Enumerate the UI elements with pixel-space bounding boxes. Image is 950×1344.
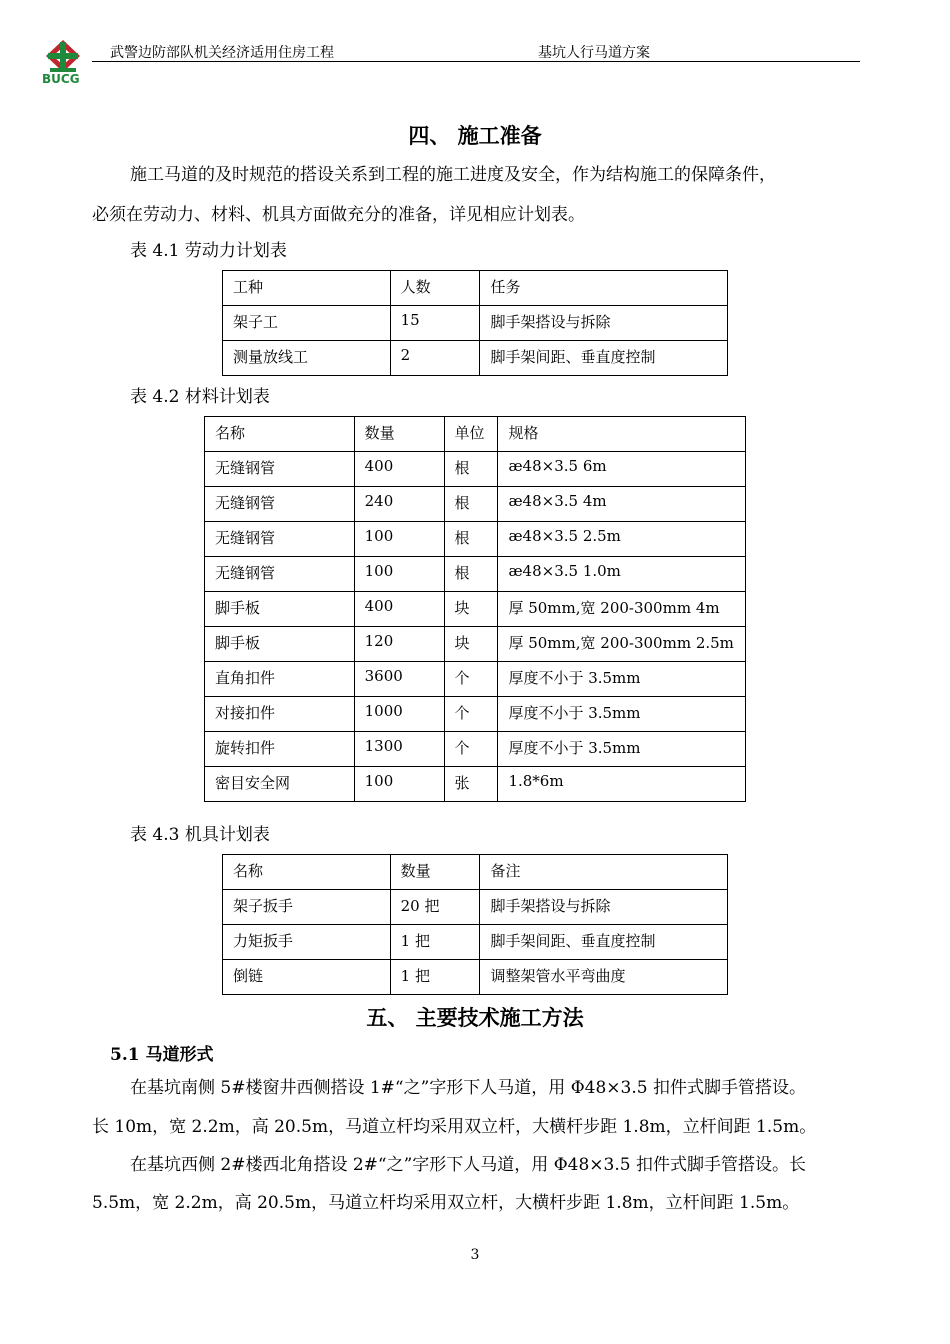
- table-cell: 个: [444, 662, 498, 697]
- table-cell: 个: [444, 697, 498, 732]
- table-cell: 1 把: [390, 960, 480, 995]
- table-cell: 倒链: [223, 960, 391, 995]
- table-row: [205, 767, 746, 802]
- equipment-plan-table: [222, 854, 728, 995]
- table-header-cell: 单位: [444, 417, 498, 452]
- table-header-cell: 任务: [480, 271, 728, 306]
- table-header-cell: 数量: [354, 417, 444, 452]
- table-row: [223, 925, 728, 960]
- table-cell: 直角扣件: [205, 662, 355, 697]
- table-row: [205, 487, 746, 522]
- table-row: [205, 627, 746, 662]
- table-header-cell: 规格: [498, 417, 746, 452]
- table-4-2-caption: 表 4.2 材料计划表: [130, 387, 270, 407]
- table-row: [205, 697, 746, 732]
- section-5-paragraph-2-line-1: 在基坑西侧 2#楼西北角搭设 2#“之”字形下人马道，用 Φ48×3.5 扣件式脚手管搭设。长: [130, 1155, 806, 1175]
- table-cell: 2: [390, 341, 480, 376]
- header-document-title: 基坑人行马道方案: [538, 45, 650, 61]
- table-cell: 100: [354, 767, 444, 802]
- table-cell: 根: [444, 522, 498, 557]
- table-cell: 旋转扣件: [205, 732, 355, 767]
- section-5-1-heading: 5.1 马道形式: [110, 1045, 214, 1065]
- table-cell: 根: [444, 452, 498, 487]
- table-cell: 240: [354, 487, 444, 522]
- page-number: 3: [470, 1247, 480, 1263]
- section-5-paragraph-2-line-2: 5.5m，宽 2.2m，高 20.5m，马道立杆均采用双立杆，大横杆步距 1.8m，立杆间距 1.5m。: [92, 1193, 800, 1213]
- table-cell: 脚手板: [205, 592, 355, 627]
- table-cell: 测量放线工: [223, 341, 391, 376]
- table-cell: 架子工: [223, 306, 391, 341]
- table-row: [223, 960, 728, 995]
- table-cell: 张: [444, 767, 498, 802]
- section-4-paragraph-line-1: 施工马道的及时规范的搭设关系到工程的施工进度及安全，作为结构施工的保障条件，: [130, 165, 776, 185]
- table-row: [223, 306, 728, 341]
- table-row: [205, 592, 746, 627]
- section-5-heading: 五、 主要技术施工方法: [366, 1005, 584, 1030]
- table-cell: 20 把: [390, 890, 480, 925]
- table-cell: 脚手架搭设与拆除: [480, 890, 728, 925]
- table-cell: 无缝钢管: [205, 452, 355, 487]
- table-cell: 100: [354, 557, 444, 592]
- logo-text: BUCG: [42, 72, 80, 86]
- table-cell: 厚度不小于 3.5mm: [498, 697, 746, 732]
- table-cell: 无缝钢管: [205, 487, 355, 522]
- table-row: [205, 417, 746, 452]
- table-cell: 调整架管水平弯曲度: [480, 960, 728, 995]
- table-cell: 架子扳手: [223, 890, 391, 925]
- table-4-1-caption: 表 4.1 劳动力计划表: [130, 241, 287, 261]
- table-cell: 厚度不小于 3.5mm: [498, 732, 746, 767]
- table-cell: ӕ48×3.5 1.0m: [498, 557, 746, 592]
- table-row: [205, 662, 746, 697]
- table-cell: 3600: [354, 662, 444, 697]
- table-cell: 块: [444, 592, 498, 627]
- header-divider: [92, 61, 860, 62]
- table-cell: 厚 50mm,宽 200-300mm 2.5m: [498, 627, 746, 662]
- table-row: [223, 341, 728, 376]
- section-4-heading: 四、 施工准备: [408, 123, 542, 148]
- table-cell: 120: [354, 627, 444, 662]
- table-cell: 无缝钢管: [205, 522, 355, 557]
- table-row: [223, 855, 728, 890]
- section-5-paragraph-1-line-2: 长 10m，宽 2.2m，高 20.5m，马道立杆均采用双立杆，大横杆步距 1.8m，立杆间距 1.5m。: [92, 1117, 817, 1137]
- table-row: [205, 557, 746, 592]
- table-cell: 个: [444, 732, 498, 767]
- table-cell: 厚 50mm,宽 200-300mm 4m: [498, 592, 746, 627]
- table-header-cell: 备注: [480, 855, 728, 890]
- table-header-cell: 人数: [390, 271, 480, 306]
- table-cell: ӕ48×3.5 6m: [498, 452, 746, 487]
- material-plan-table: [204, 416, 746, 802]
- table-header-cell: 名称: [223, 855, 391, 890]
- table-cell: 无缝钢管: [205, 557, 355, 592]
- header-project-name: 武警边防部队机关经济适用住房工程: [110, 45, 334, 61]
- labor-plan-table: [222, 270, 728, 376]
- table-cell: 对接扣件: [205, 697, 355, 732]
- table-row: [205, 732, 746, 767]
- table-cell: 块: [444, 627, 498, 662]
- table-cell: 密目安全网: [205, 767, 355, 802]
- table-row: [205, 522, 746, 557]
- table-cell: 1 把: [390, 925, 480, 960]
- table-row: [223, 271, 728, 306]
- table-cell: 15: [390, 306, 480, 341]
- table-cell: 100: [354, 522, 444, 557]
- table-4-3-caption: 表 4.3 机具计划表: [130, 825, 270, 845]
- table-cell: 根: [444, 557, 498, 592]
- table-row: [223, 890, 728, 925]
- table-cell: 力矩扳手: [223, 925, 391, 960]
- table-cell: 1000: [354, 697, 444, 732]
- table-cell: ӕ48×3.5 2.5m: [498, 522, 746, 557]
- table-cell: 脚手架搭设与拆除: [480, 306, 728, 341]
- table-cell: 1300: [354, 732, 444, 767]
- table-cell: 厚度不小于 3.5mm: [498, 662, 746, 697]
- table-header-cell: 工种: [223, 271, 391, 306]
- table-cell: 脚手架间距、垂直度控制: [480, 925, 728, 960]
- section-5-paragraph-1-line-1: 在基坑南侧 5#楼窗井西侧搭设 1#“之”字形下人马道，用 Φ48×3.5 扣件式脚手管搭设。: [130, 1078, 806, 1098]
- table-cell: 400: [354, 452, 444, 487]
- table-cell: 400: [354, 592, 444, 627]
- table-cell: 脚手架间距、垂直度控制: [480, 341, 728, 376]
- table-cell: 根: [444, 487, 498, 522]
- table-cell: 1.8*6m: [498, 767, 746, 802]
- table-row: [205, 452, 746, 487]
- table-cell: ӕ48×3.5 4m: [498, 487, 746, 522]
- table-cell: 脚手板: [205, 627, 355, 662]
- table-header-cell: 名称: [205, 417, 355, 452]
- table-header-cell: 数量: [390, 855, 480, 890]
- section-4-paragraph-line-2: 必须在劳动力、材料、机具方面做充分的准备，详见相应计划表。: [92, 205, 585, 225]
